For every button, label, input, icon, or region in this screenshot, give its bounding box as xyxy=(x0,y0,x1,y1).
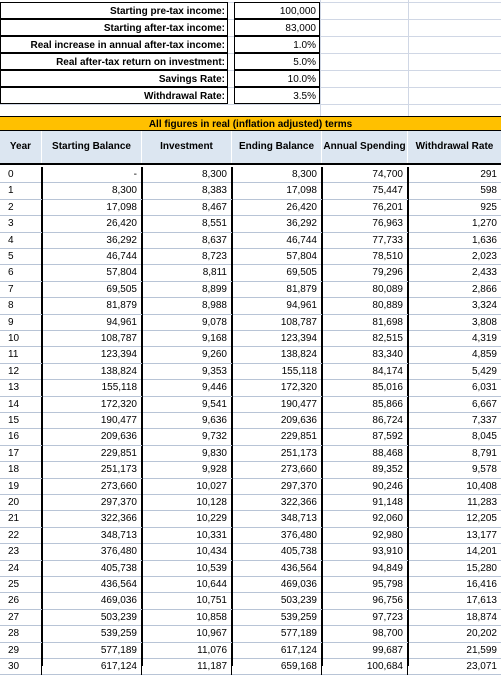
cell-ending-balance[interactable]: 17,098 xyxy=(232,183,322,199)
cell-investment[interactable]: 8,467 xyxy=(142,200,232,216)
cell-starting-balance[interactable]: 26,420 xyxy=(42,216,142,232)
cell-starting-balance[interactable]: 348,713 xyxy=(42,528,142,544)
table-row xyxy=(0,298,501,314)
cell-starting-balance[interactable]: 108,787 xyxy=(42,331,142,347)
table-row xyxy=(0,331,501,347)
column-divider xyxy=(42,167,43,666)
input-value-aftertax-income[interactable]: 83,000 xyxy=(234,19,320,36)
cell-withdrawal-rate[interactable]: 598 xyxy=(480,185,497,197)
cell-year[interactable]: 20 xyxy=(0,495,42,511)
column-header-ending-balance[interactable]: Ending Balance xyxy=(232,131,322,163)
cell-investment[interactable]: 10,539 xyxy=(142,561,232,577)
cell-starting-balance[interactable]: 36,292 xyxy=(42,233,142,249)
cell-starting-balance[interactable]: 123,394 xyxy=(42,347,142,363)
table-row xyxy=(0,593,501,609)
input-value-withdrawal-rate[interactable]: 3.5% xyxy=(234,87,320,104)
cell-withdrawal-rate[interactable]: 15,280 xyxy=(466,562,497,574)
cell-year[interactable]: 0 xyxy=(0,167,42,183)
cell-ending-balance[interactable]: 469,036 xyxy=(232,577,322,593)
cell-ending-balance[interactable]: 46,744 xyxy=(232,233,322,249)
input-value-savings-rate[interactable]: 10.0% xyxy=(234,70,320,87)
table-row xyxy=(0,528,501,544)
table-row xyxy=(0,577,501,593)
input-row-income-increase xyxy=(0,36,501,53)
cell-starting-balance[interactable]: 251,173 xyxy=(42,462,142,478)
table-row xyxy=(0,167,501,183)
cell-year[interactable]: 11 xyxy=(0,347,42,363)
cell-investment[interactable]: 8,899 xyxy=(142,282,232,298)
cell-year[interactable]: 19 xyxy=(0,479,42,495)
cell-annual-spending[interactable]: 87,592 xyxy=(322,429,408,445)
table-row xyxy=(0,397,501,413)
input-label: Real increase in annual after-tax income: xyxy=(0,36,228,53)
cell-withdrawal-rate[interactable]: 16,416 xyxy=(466,579,497,590)
cell-annual-spending[interactable]: 84,174 xyxy=(322,364,408,380)
cell-withdrawal-rate[interactable]: 8,045 xyxy=(471,431,497,443)
cell-starting-balance[interactable]: 190,477 xyxy=(42,413,142,429)
cell-ending-balance[interactable]: 138,824 xyxy=(232,347,322,363)
cell-investment[interactable]: 8,551 xyxy=(142,216,232,232)
table-row xyxy=(0,561,501,577)
cell-year[interactable]: 21 xyxy=(0,511,42,527)
cell-annual-spending[interactable]: 82,515 xyxy=(322,331,408,347)
cell-starting-balance[interactable]: 617,124 xyxy=(42,659,142,675)
cell-year[interactable]: 29 xyxy=(0,643,42,659)
input-label: Starting pre-tax income: xyxy=(0,2,228,19)
table-row xyxy=(0,265,501,281)
cell-starting-balance[interactable]: 8,300 xyxy=(42,183,142,199)
cell-ending-balance[interactable]: 577,189 xyxy=(232,626,322,642)
cell-annual-spending[interactable]: 100,684 xyxy=(322,659,408,675)
cell-withdrawal-rate[interactable]: 6,031 xyxy=(471,382,497,394)
cell-year[interactable]: 5 xyxy=(0,249,42,265)
cell-investment[interactable]: 9,353 xyxy=(142,364,232,380)
cell-annual-spending[interactable]: 77,733 xyxy=(322,233,408,249)
cell-investment[interactable]: 10,858 xyxy=(142,610,232,626)
cell-annual-spending[interactable]: 81,698 xyxy=(322,315,408,331)
inflation-banner: All figures in real (inflation adjusted) terms xyxy=(0,116,501,131)
cell-annual-spending[interactable]: 94,849 xyxy=(322,561,408,577)
cell-ending-balance[interactable]: 209,636 xyxy=(232,413,322,429)
cell-withdrawal-rate[interactable]: 14,201 xyxy=(466,546,497,558)
cell-annual-spending[interactable]: 92,980 xyxy=(322,528,408,544)
cell-annual-spending[interactable]: 89,352 xyxy=(322,462,408,478)
cell-year[interactable]: 1 xyxy=(0,183,42,199)
cell-ending-balance[interactable]: 659,168 xyxy=(232,659,322,675)
cell-withdrawal-rate[interactable]: 6,667 xyxy=(471,398,497,410)
table-row xyxy=(0,511,501,527)
cell-withdrawal-rate[interactable]: 9,578 xyxy=(471,464,497,476)
cell-investment[interactable]: 9,636 xyxy=(142,413,232,429)
cell-annual-spending[interactable]: 95,798 xyxy=(322,577,408,593)
cell-year[interactable]: 3 xyxy=(0,216,42,232)
cell-annual-spending[interactable]: 90,246 xyxy=(322,479,408,495)
table-row xyxy=(0,495,501,511)
cell-starting-balance[interactable]: 273,660 xyxy=(42,479,142,495)
cell-withdrawal-rate[interactable]: 23,071 xyxy=(466,661,497,672)
column-header-year[interactable]: Year xyxy=(0,131,42,163)
cell-annual-spending[interactable]: 79,296 xyxy=(322,265,408,281)
cell-year[interactable]: 15 xyxy=(0,413,42,429)
table-row xyxy=(0,233,501,249)
cell-ending-balance[interactable]: 26,420 xyxy=(232,200,322,216)
input-row-savings-rate xyxy=(0,70,501,87)
cell-annual-spending[interactable]: 93,910 xyxy=(322,544,408,560)
cell-withdrawal-rate[interactable]: 291 xyxy=(480,169,497,180)
cell-withdrawal-rate[interactable]: 1,636 xyxy=(471,234,497,246)
cell-starting-balance[interactable]: 81,879 xyxy=(42,298,142,314)
cell-withdrawal-rate[interactable]: 1,270 xyxy=(471,218,497,230)
cell-annual-spending[interactable]: 80,889 xyxy=(322,298,408,314)
cell-year[interactable]: 17 xyxy=(0,446,42,462)
cell-starting-balance[interactable]: 577,189 xyxy=(42,643,142,659)
cell-starting-balance[interactable]: 94,961 xyxy=(42,315,142,331)
cell-ending-balance[interactable]: 155,118 xyxy=(232,364,322,380)
cell-withdrawal-rate[interactable]: 4,319 xyxy=(471,333,497,344)
cell-investment[interactable]: 9,168 xyxy=(142,331,232,347)
cell-starting-balance[interactable]: 405,738 xyxy=(42,561,142,577)
table-header xyxy=(0,131,501,165)
cell-starting-balance[interactable]: 138,824 xyxy=(42,364,142,380)
column-header-annual-spending[interactable]: Annual Spending xyxy=(322,131,408,163)
cell-year[interactable]: 10 xyxy=(0,331,42,347)
cell-year[interactable]: 16 xyxy=(0,429,42,445)
cell-starting-balance[interactable]: 503,239 xyxy=(42,610,142,626)
cell-starting-balance[interactable]: 155,118 xyxy=(42,380,142,396)
cell-starting-balance[interactable]: 17,098 xyxy=(42,200,142,216)
input-row-aftertax-income xyxy=(0,19,501,36)
cell-starting-balance[interactable]: 469,036 xyxy=(42,593,142,609)
cell-annual-spending[interactable]: 88,468 xyxy=(322,446,408,462)
cell-year[interactable]: 26 xyxy=(0,593,42,609)
cell-starting-balance[interactable]: 69,505 xyxy=(42,282,142,298)
cell-ending-balance[interactable]: 57,804 xyxy=(232,249,322,265)
cell-starting-balance[interactable]: 172,320 xyxy=(42,397,142,413)
cell-investment[interactable]: 9,078 xyxy=(142,315,232,331)
cell-annual-spending[interactable]: 74,700 xyxy=(322,167,408,183)
cell-withdrawal-rate[interactable]: 17,613 xyxy=(466,595,497,607)
cell-investment[interactable]: 9,928 xyxy=(142,462,232,478)
cell-starting-balance[interactable]: 376,480 xyxy=(42,544,142,560)
cell-withdrawal-rate[interactable]: 12,205 xyxy=(466,513,497,525)
cell-year[interactable]: 24 xyxy=(0,561,42,577)
cell-investment[interactable]: 10,331 xyxy=(142,528,232,544)
cell-investment[interactable]: 8,300 xyxy=(142,167,232,183)
cell-investment[interactable]: 11,076 xyxy=(142,643,232,659)
cell-investment[interactable]: 10,229 xyxy=(142,511,232,527)
cell-annual-spending[interactable]: 98,700 xyxy=(322,626,408,642)
cell-withdrawal-rate[interactable]: 2,866 xyxy=(471,283,497,295)
cell-ending-balance[interactable]: 81,879 xyxy=(232,282,322,298)
cell-ending-balance[interactable]: 123,394 xyxy=(232,331,322,347)
cell-ending-balance[interactable]: 172,320 xyxy=(232,380,322,396)
cell-ending-balance[interactable]: 94,961 xyxy=(232,298,322,314)
column-header-investment[interactable]: Investment xyxy=(142,131,232,163)
column-divider xyxy=(408,167,409,666)
table-row xyxy=(0,200,501,216)
cell-ending-balance[interactable]: 376,480 xyxy=(232,528,322,544)
cell-annual-spending[interactable]: 83,340 xyxy=(322,347,408,363)
cell-year[interactable]: 25 xyxy=(0,577,42,593)
input-row-withdrawal-rate xyxy=(0,87,501,104)
cell-year[interactable]: 8 xyxy=(0,298,42,314)
cell-annual-spending[interactable]: 85,866 xyxy=(322,397,408,413)
cell-annual-spending[interactable]: 78,510 xyxy=(322,249,408,265)
input-value-pretax-income[interactable]: 100,000 xyxy=(234,2,320,19)
cell-investment[interactable]: 10,967 xyxy=(142,626,232,642)
cell-withdrawal-rate[interactable]: 4,859 xyxy=(471,349,497,361)
cell-investment[interactable]: 8,383 xyxy=(142,183,232,199)
column-header-withdrawal-rate[interactable]: Withdrawal Rate xyxy=(415,141,494,152)
cell-starting-balance[interactable]: 209,636 xyxy=(42,429,142,445)
cell-investment[interactable]: 8,723 xyxy=(142,249,232,265)
cell-year[interactable]: 12 xyxy=(0,364,42,380)
cell-starting-balance[interactable]: 297,370 xyxy=(42,495,142,511)
cell-annual-spending[interactable]: 76,963 xyxy=(322,216,408,232)
table-row xyxy=(0,643,501,659)
cell-annual-spending[interactable]: 97,723 xyxy=(322,610,408,626)
column-divider xyxy=(322,167,323,666)
cell-annual-spending[interactable]: 80,089 xyxy=(322,282,408,298)
cell-investment[interactable]: 10,644 xyxy=(142,577,232,593)
table-row xyxy=(0,429,501,445)
table-row xyxy=(0,282,501,298)
cell-starting-balance[interactable]: 436,564 xyxy=(42,577,142,593)
cell-annual-spending[interactable]: 76,201 xyxy=(322,200,408,216)
cell-withdrawal-rate[interactable]: 2,433 xyxy=(471,267,497,279)
table-row xyxy=(0,462,501,478)
cell-investment[interactable]: 9,260 xyxy=(142,347,232,363)
cell-year[interactable]: 18 xyxy=(0,462,42,478)
cell-ending-balance[interactable]: 297,370 xyxy=(232,479,322,495)
table-row xyxy=(0,216,501,232)
input-row-pretax-income xyxy=(0,2,501,19)
cell-starting-balance[interactable]: 46,744 xyxy=(42,249,142,265)
cell-withdrawal-rate[interactable]: 13,177 xyxy=(466,529,497,541)
cell-annual-spending[interactable]: 86,724 xyxy=(322,413,408,429)
cell-investment[interactable]: 8,637 xyxy=(142,233,232,249)
cell-investment[interactable]: 11,187 xyxy=(142,659,232,675)
cell-withdrawal-rate[interactable]: 8,791 xyxy=(471,447,497,459)
cell-ending-balance[interactable]: 229,851 xyxy=(232,429,322,445)
cell-year[interactable]: 2 xyxy=(0,200,42,216)
cell-ending-balance[interactable]: 69,505 xyxy=(232,265,322,281)
table-row xyxy=(0,479,501,495)
cell-ending-balance[interactable]: 251,173 xyxy=(232,446,322,462)
cell-withdrawal-rate[interactable]: 925 xyxy=(480,201,497,213)
table-row xyxy=(0,347,501,363)
cell-withdrawal-rate[interactable]: 7,337 xyxy=(471,415,497,426)
cell-year[interactable]: 14 xyxy=(0,397,42,413)
cell-ending-balance[interactable]: 348,713 xyxy=(232,511,322,527)
table-row xyxy=(0,659,501,675)
input-label: Starting after-tax income: xyxy=(0,19,228,36)
cell-year[interactable]: 9 xyxy=(0,315,42,331)
input-value-return[interactable]: 5.0% xyxy=(234,53,320,70)
cell-year[interactable]: 30 xyxy=(0,659,42,675)
cell-withdrawal-rate[interactable]: 5,429 xyxy=(471,365,497,377)
cell-investment[interactable]: 8,811 xyxy=(142,265,232,281)
cell-annual-spending[interactable]: 92,060 xyxy=(322,511,408,527)
cell-ending-balance[interactable]: 190,477 xyxy=(232,397,322,413)
cell-year[interactable]: 23 xyxy=(0,544,42,560)
input-label: Withdrawal Rate: xyxy=(0,87,228,104)
table-row xyxy=(0,446,501,462)
cell-ending-balance[interactable]: 273,660 xyxy=(232,462,322,478)
gridline xyxy=(0,104,501,105)
cell-investment[interactable]: 8,988 xyxy=(142,298,232,314)
cell-ending-balance[interactable]: 436,564 xyxy=(232,561,322,577)
cell-ending-balance[interactable]: 617,124 xyxy=(232,643,322,659)
cell-annual-spending[interactable]: 91,148 xyxy=(322,495,408,511)
cell-starting-balance[interactable]: 322,366 xyxy=(42,511,142,527)
cell-ending-balance[interactable]: 8,300 xyxy=(232,167,322,183)
input-row-return xyxy=(0,53,501,70)
cell-investment[interactable]: 10,128 xyxy=(142,495,232,511)
cell-ending-balance[interactable]: 108,787 xyxy=(232,315,322,331)
cell-year[interactable]: 27 xyxy=(0,610,42,626)
cell-investment[interactable]: 9,732 xyxy=(142,429,232,445)
table-row xyxy=(0,413,501,429)
cell-annual-spending[interactable]: 99,687 xyxy=(322,643,408,659)
table-row xyxy=(0,626,501,642)
table-row xyxy=(0,380,501,396)
input-label: Real after-tax return on investment: xyxy=(0,53,228,70)
cell-annual-spending[interactable]: 85,016 xyxy=(322,380,408,396)
cell-year[interactable]: 6 xyxy=(0,265,42,281)
cell-withdrawal-rate[interactable]: 2,023 xyxy=(471,251,497,262)
cell-year[interactable]: 4 xyxy=(0,233,42,249)
cell-year[interactable]: 7 xyxy=(0,282,42,298)
cell-withdrawal-rate[interactable]: 11,283 xyxy=(467,497,497,508)
cell-annual-spending[interactable]: 75,447 xyxy=(322,183,408,199)
input-value-income-increase[interactable]: 1.0% xyxy=(234,36,320,53)
cell-ending-balance[interactable]: 322,366 xyxy=(232,495,322,511)
cell-year[interactable]: 28 xyxy=(0,626,42,642)
cell-investment[interactable]: 9,446 xyxy=(142,380,232,396)
column-divider xyxy=(232,167,233,666)
cell-starting-balance[interactable]: 229,851 xyxy=(42,446,142,462)
cell-withdrawal-rate[interactable]: 18,874 xyxy=(466,611,497,623)
column-header-starting-balance[interactable]: Starting Balance xyxy=(42,131,142,163)
cell-withdrawal-rate[interactable]: 10,408 xyxy=(466,480,497,492)
table-row xyxy=(0,315,501,331)
cell-investment[interactable]: 10,751 xyxy=(142,593,232,609)
cell-ending-balance[interactable]: 539,259 xyxy=(232,610,322,626)
cell-investment[interactable]: 9,830 xyxy=(142,446,232,462)
table-row xyxy=(0,364,501,380)
cell-investment[interactable]: 10,027 xyxy=(142,479,232,495)
cell-year[interactable]: 22 xyxy=(0,528,42,544)
table-row xyxy=(0,183,501,199)
column-divider xyxy=(142,167,143,666)
cell-starting-balance[interactable]: 539,259 xyxy=(42,626,142,642)
cell-withdrawal-rate[interactable]: 3,324 xyxy=(471,300,497,312)
cell-investment[interactable]: 10,434 xyxy=(142,544,232,560)
table-row xyxy=(0,610,501,626)
cell-ending-balance[interactable]: 405,738 xyxy=(232,544,322,560)
cell-starting-balance[interactable]: 57,804 xyxy=(42,265,142,281)
cell-investment[interactable]: 9,541 xyxy=(142,397,232,413)
cell-year[interactable]: 13 xyxy=(0,380,42,396)
input-label: Savings Rate: xyxy=(0,70,228,87)
cell-withdrawal-rate[interactable]: 20,202 xyxy=(466,628,497,640)
table-row xyxy=(0,249,501,265)
cell-withdrawal-rate[interactable]: 21,599 xyxy=(466,644,497,656)
cell-ending-balance[interactable]: 36,292 xyxy=(232,216,322,232)
cell-annual-spending[interactable]: 96,756 xyxy=(322,593,408,609)
cell-starting-balance[interactable]: - xyxy=(42,167,142,183)
table-row xyxy=(0,544,501,560)
cell-withdrawal-rate[interactable]: 3,808 xyxy=(471,316,497,328)
cell-ending-balance[interactable]: 503,239 xyxy=(232,593,322,609)
